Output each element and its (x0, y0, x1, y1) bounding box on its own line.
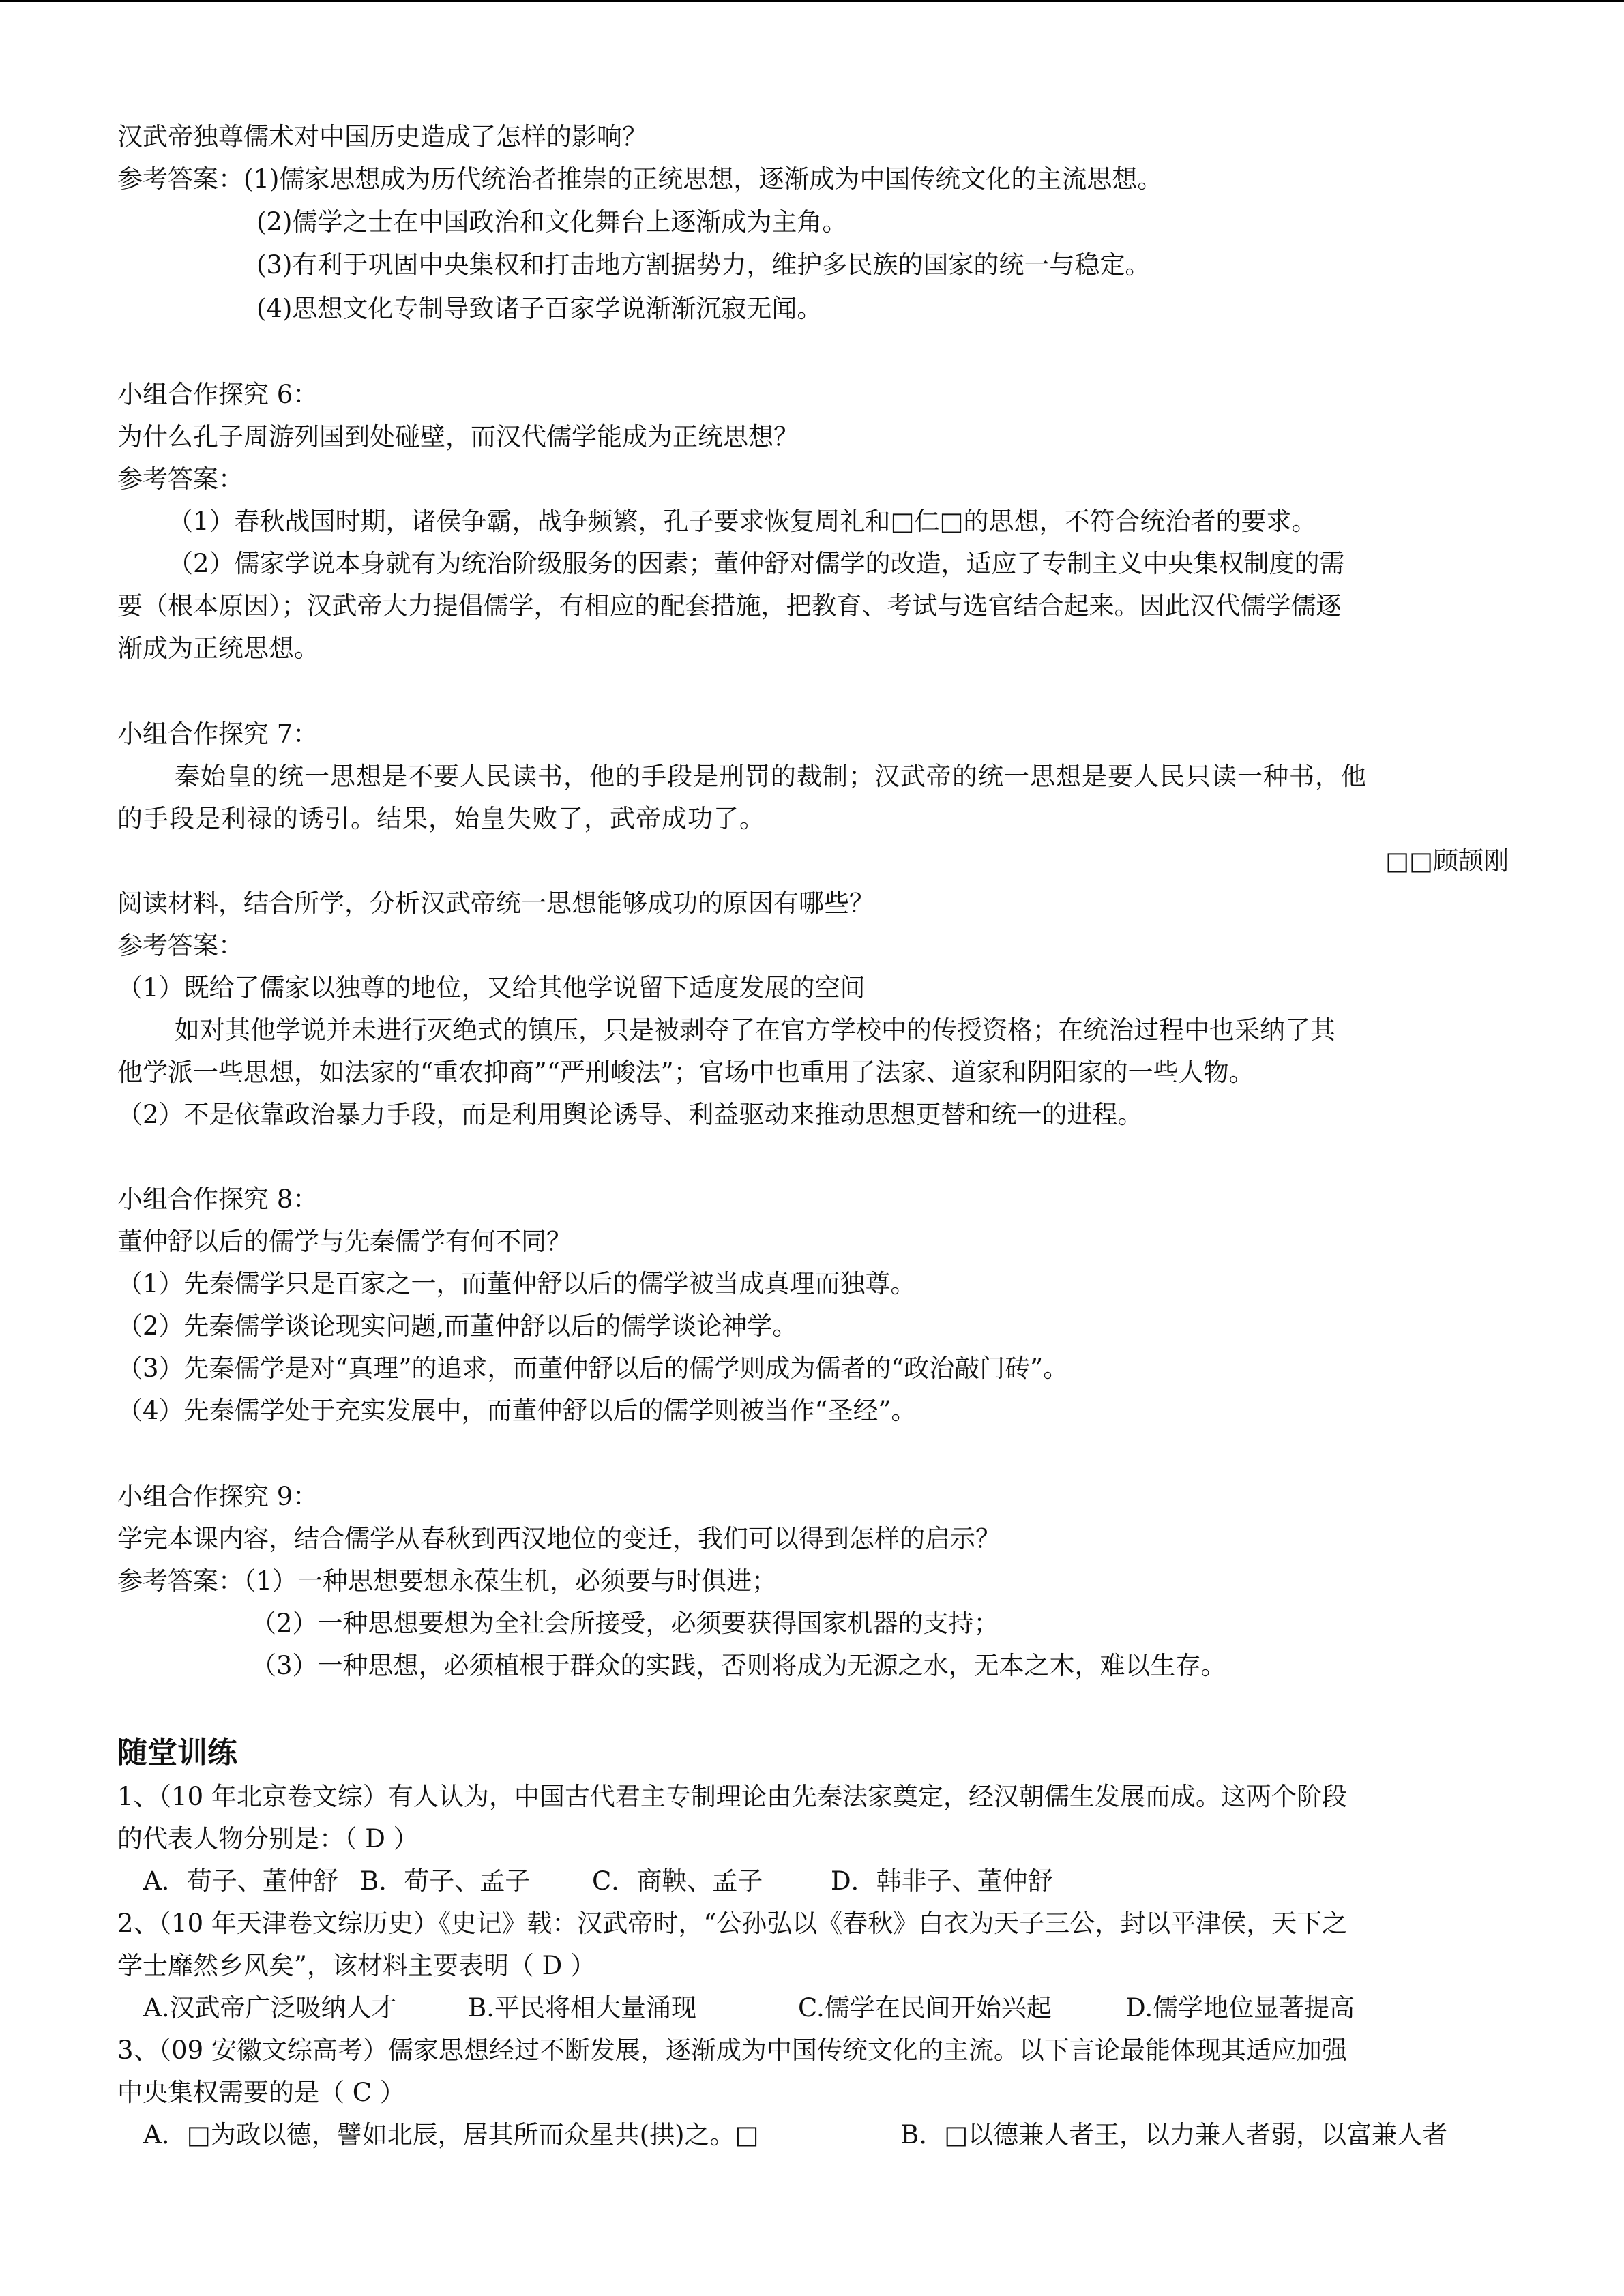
page-top-border (0, 0, 1624, 2)
q1-line-1: 1、（10 年北京卷文综）有人认为，中国古代君主专制理论由先秦法家奠定，经汉朝儒生发展而成。这两个阶段 (117, 1782, 1347, 1811)
group7-attribution: □□顾颉刚 (1385, 846, 1509, 876)
q1-option-c: C．商鞅、孟子 (592, 1866, 763, 1896)
q2-option-c: C.儒学在民间开始兴起 (798, 1993, 1052, 2023)
q1-option-a: A．荀子、董仲舒 (143, 1866, 338, 1896)
q2-option-a: A.汉武帝广泛吸纳人才 (143, 1993, 397, 2023)
q2-option-b: B.平民将相大量涌现 (468, 1993, 696, 2023)
q3-option-a: A．□为政以德，譬如北辰，居其所而众星共(拱)之。□ (143, 2120, 759, 2149)
group8-title: 小组合作探究 8： (117, 1184, 319, 1214)
group6-title: 小组合作探究 6： (117, 380, 319, 409)
group9-answer-3: （3）一种思想，必须植根于群众的实践，否则将成为无源之水，无本之木，难以生存。 (251, 1651, 1226, 1680)
group8-question: 董仲舒以后的儒学与先秦儒学有何不同？ (117, 1227, 572, 1256)
group6-line-4: 渐成为正统思想。 (117, 633, 319, 663)
block1-answer-1: 参考答案：(1)儒家思想成为历代统治者推崇的正统思想，逐渐成为中国传统文化的主流思想。 (117, 164, 1163, 194)
q3-option-b: B．□以德兼人者王，以力兼人者弱，以富兼人者 (900, 2120, 1448, 2149)
block1-answer-3: (3)有利于巩固中央集权和打击地方割据势力，维护多民族的国家的统一与稳定。 (256, 250, 1151, 280)
group8-line-4: （4）先秦儒学处于充实发展中，而董仲舒以后的儒学则被当作“圣经”。 (117, 1396, 917, 1425)
q2-option-d: D.儒学地位显著提高 (1125, 1993, 1355, 2023)
group7-question: 阅读材料，结合所学，分析汉武帝统一思想能够成功的原因有哪些？ (117, 889, 874, 918)
block1-answer-4: (4)思想文化专制导致诸子百家学说渐渐沉寂无闻。 (256, 294, 823, 323)
group7-answer-label: 参考答案： (117, 931, 243, 960)
group7-title: 小组合作探究 7： (117, 719, 319, 749)
q1-line-2: 的代表人物分别是：（ D ） (117, 1824, 419, 1853)
group7-line-2: 如对其他学说并未进行灭绝式的镇压，只是被剥夺了在官方学校中的传授资格；在统治过程中也采纳了其 (175, 1015, 1335, 1045)
q2-line-1: 2、（10 年天津卷文综历史）《史记》载：汉武帝时，“公孙弘以《春秋》白衣为天子三公，封以平津侯，天下之 (117, 1909, 1348, 1938)
group7-line-4: （2）不是依靠政治暴力手段，而是利用舆论诱导、利益驱动来推动思想更替和统一的进程。 (117, 1100, 1143, 1129)
block1-answer-2: (2)儒学之士在中国政治和文化舞台上逐渐成为主角。 (256, 207, 848, 237)
q3-line-1: 3、（09 安徽文综高考）儒家思想经过不断发展，逐渐成为中国传统文化的主流。以下言论最能体现其适应加强 (117, 2036, 1347, 2065)
group9-answer-2: （2）一种思想要想为全社会所接受，必须要获得国家机器的支持； (251, 1609, 999, 1638)
group6-line-1: （1）春秋战国时期，诸侯争霸，战争频繁，孔子要求恢复周礼和□仁□的思想，不符合统治者的要求。 (168, 507, 1317, 536)
group6-answer-label: 参考答案： (117, 464, 243, 494)
group8-line-2: （2）先秦儒学谈论现实问题,而董仲舒以后的儒学谈论神学。 (117, 1311, 798, 1341)
group8-line-3: （3）先秦儒学是对“真理”的追求，而董仲舒以后的儒学则成为儒者的“政治敲门砖”。 (117, 1354, 1069, 1383)
group7-line-1: （1）既给了儒家以独尊的地位，又给其他学说留下适度发展的空间 (117, 973, 866, 1002)
group6-line-2: （2）儒家学说本身就有为统治阶级服务的因素；董仲舒对儒学的改造，适应了专制主义中央集权制度的需 (168, 549, 1345, 578)
q1-option-d: D．韩非子、董仲舒 (831, 1866, 1053, 1896)
q1-options (143, 1860, 1053, 1903)
group6-line-3: 要（根本原因）；汉武帝大力提倡儒学，有相应的配套措施，把教育、考试与选官结合起来。因此汉代儒学儒逐 (117, 591, 1342, 621)
group9-question: 学完本课内容，结合儒学从春秋到西汉地位的变迁，我们可以得到怎样的启示？ (117, 1524, 1001, 1553)
group7-quote-2: 的手段是利禄的诱引。结果，始皇失败了，武帝成功了。 (117, 804, 765, 833)
group9-title: 小组合作探究 9： (117, 1482, 319, 1511)
q2-line-2: 学士靡然乡风矣”，该材料主要表明（ D ） (117, 1951, 596, 1980)
practice-heading: 随堂训练 (117, 1735, 237, 1770)
group6-question: 为什么孔子周游列国到处碰壁，而汉代儒学能成为正统思想？ (117, 422, 799, 451)
q1-option-b: B．荀子、孟子 (360, 1866, 531, 1896)
block1-question: 汉武帝独尊儒术对中国历史造成了怎样的影响？ (117, 122, 647, 151)
group7-line-3: 他学派一些思想，如法家的“重农抑商”“严刑峻法”；官场中也重用了法家、道家和阴阳家的一些人物。 (117, 1058, 1254, 1087)
group8-line-1: （1）先秦儒学只是百家之一，而董仲舒以后的儒学被当成真理而独尊。 (117, 1269, 916, 1298)
q3-options (143, 2114, 1447, 2156)
group9-answer-1: 参考答案：（1）一种思想要想永葆生机，必须要与时俱进； (117, 1566, 778, 1596)
group7-quote-1: 秦始皇的统一思想是不要人民读书，他的手段是刑罚的裁制；汉武帝的统一思想是要人民只读一种书，他 (175, 762, 1367, 791)
q3-line-2: 中央集权需要的是（ C ） (117, 2078, 405, 2107)
q2-options (143, 1987, 1355, 2029)
